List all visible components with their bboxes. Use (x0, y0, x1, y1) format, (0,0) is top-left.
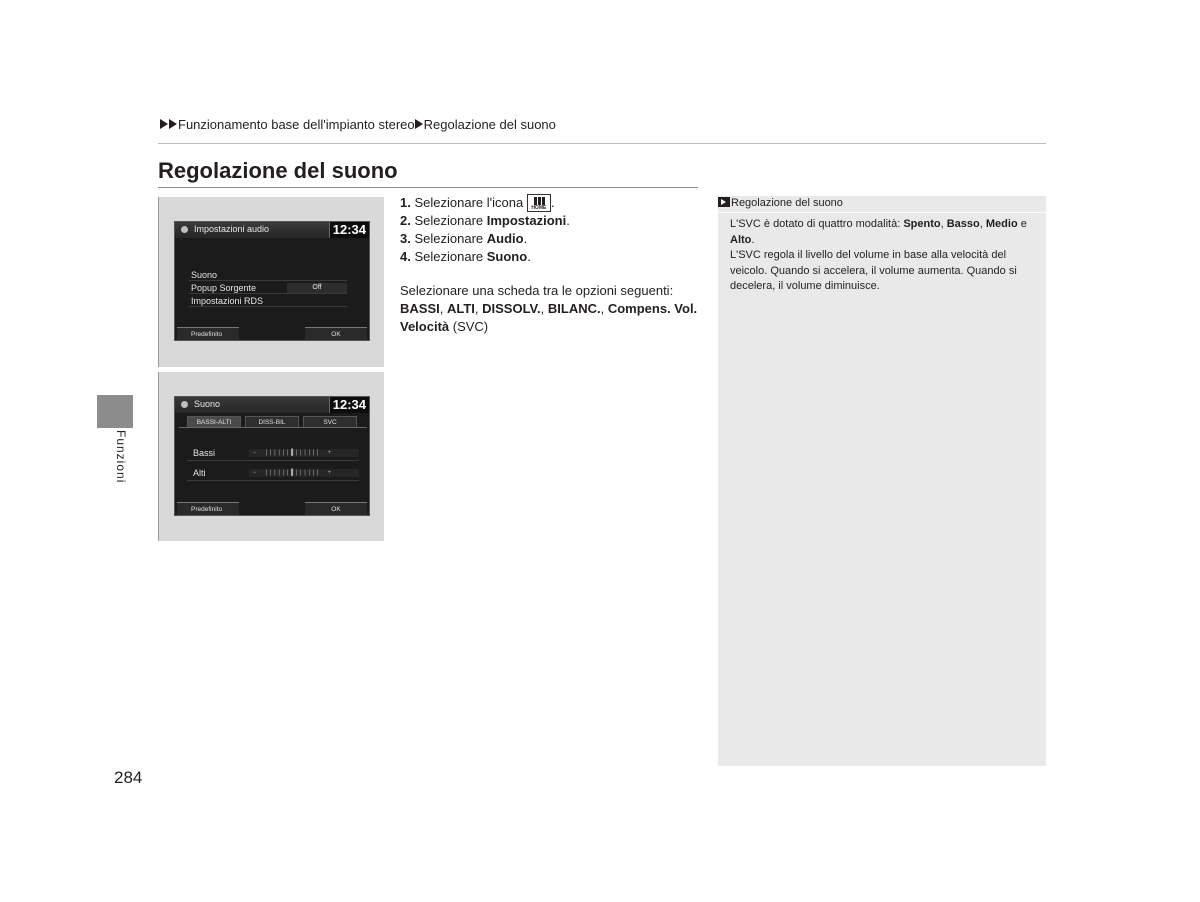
menu-item-popup-sorgente (189, 282, 347, 294)
eq-slider: − | | | | | | ▌| | | | | | + (249, 469, 359, 477)
menu-item-label: Impostazioni RDS (191, 296, 264, 306)
clock: 12:34 (332, 397, 366, 412)
title-divider (158, 187, 698, 188)
clock: 12:34 (332, 222, 366, 237)
step-4: 4. Selezionare Suono. (400, 249, 531, 264)
page-title: Regolazione del suono (158, 158, 398, 183)
screen-sound (174, 396, 370, 516)
section-label: Funzioni (114, 430, 128, 484)
tab-options-paragraph: Selezionare una scheda tra le opzioni seguenti: BASSI, ALTI, DISSOLV., BILANC., Compens. Vol. Velocità (SVC) (400, 283, 698, 334)
breadcrumb-item-section: Funzionamento base dell'impianto stereo (178, 117, 415, 132)
menu-item-suono (189, 269, 347, 281)
eq-row-alti (187, 465, 359, 481)
popup-value: Off (287, 283, 347, 293)
tab-diss-bil: DISS-BIL (245, 416, 299, 427)
breadcrumb-arrow-icon (415, 119, 423, 129)
screen-figure-audio-settings (158, 197, 384, 367)
default-button: Predefinito (177, 502, 239, 515)
breadcrumb-arrow-icon (169, 119, 177, 129)
steps-list (400, 194, 570, 266)
eq-row-bassi (187, 445, 359, 461)
screen-header (175, 397, 369, 413)
eq-slider: − | | | | | | ▌| | | | | | + (249, 449, 359, 457)
screen-header (175, 222, 369, 238)
screen-title: Suono (194, 399, 221, 409)
breadcrumb-item-current: Regolazione del suono (423, 117, 556, 132)
step-1: 1. Selezionare l'icona HOME . (400, 195, 555, 211)
source-icon (181, 401, 188, 408)
minus-icon: − (253, 470, 258, 476)
menu-item-label: Popup Sorgente (191, 283, 257, 293)
breadcrumb-arrow-icon (160, 119, 168, 129)
home-icon: HOME (527, 194, 551, 212)
breadcrumb (160, 117, 556, 132)
screen-figure-sound (158, 372, 384, 541)
header-divider (158, 143, 1046, 144)
default-button: Predefinito (177, 327, 239, 340)
plus-icon: + (327, 470, 332, 476)
ok-button: OK (305, 327, 367, 340)
menu-item-impostazioni-rds (189, 295, 347, 307)
reference-arrow-icon (718, 197, 730, 207)
sidebar-note (718, 196, 1046, 766)
page-number: 284 (114, 768, 143, 787)
tab-bassi-alti: BASSI-ALTI (187, 416, 241, 427)
screen-audio-settings (174, 221, 370, 341)
plus-icon: + (327, 450, 332, 456)
minus-icon: − (253, 450, 258, 456)
sidebar-body: L'SVC è dotato di quattro modalità: Spento, Basso, Medio e Alto. L'SVC regola il livello del volume in base alla velocità del veicolo. Quando si accelera, il volume aumenta. Quando si decelera, il volume diminuisce. (730, 218, 1027, 292)
sound-tabs (179, 416, 367, 428)
source-icon (181, 226, 188, 233)
tab-svc: SVC (303, 416, 357, 427)
eq-row-label: Bassi (193, 448, 216, 458)
menu-item-label: Suono (191, 270, 218, 280)
step-3: 3. Selezionare Audio. (400, 231, 528, 246)
sidebar-heading: Regolazione del suono (718, 196, 1046, 213)
section-tab (97, 395, 133, 428)
eq-row-label: Alti (193, 468, 206, 478)
screen-title: Impostazioni audio (194, 224, 270, 234)
step-2: 2. Selezionare Impostazioni. (400, 213, 570, 228)
ok-button: OK (305, 502, 367, 515)
